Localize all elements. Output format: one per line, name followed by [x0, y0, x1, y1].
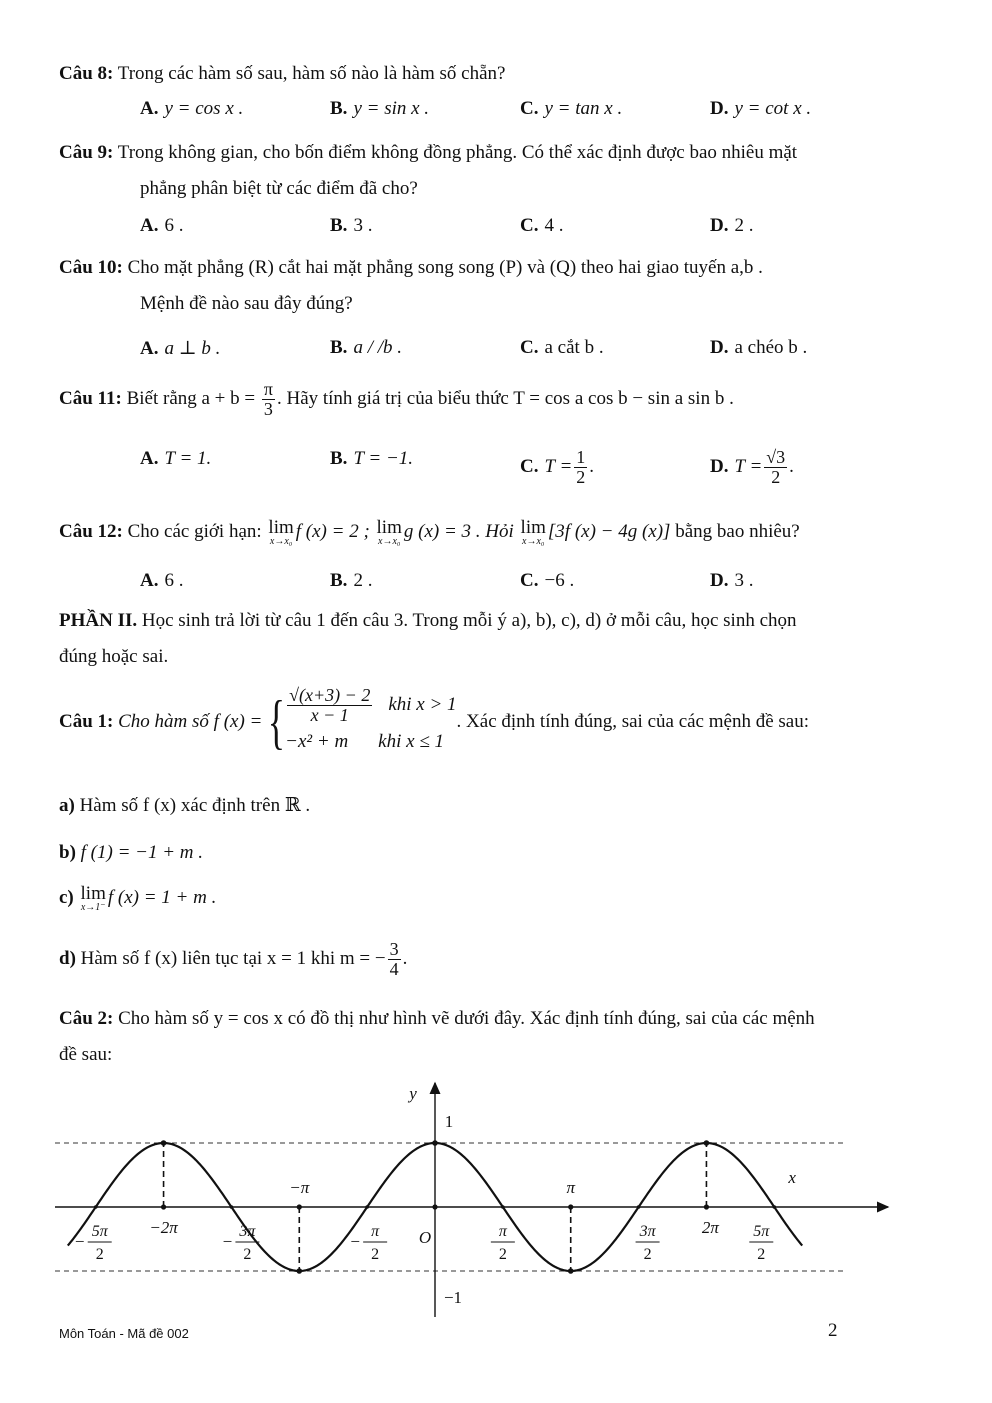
question-10: [59, 250, 939, 322]
option-d[interactable]: D. y = cot x .: [710, 98, 812, 119]
svg-text:3π: 3π: [639, 1223, 656, 1240]
x-axis-label: x: [788, 1168, 796, 1187]
question-text: Trong không gian, cho bốn điểm không đồng phẳng. Có thể xác định được bao nhiêu mặt: [117, 142, 798, 163]
svg-text:2: 2: [371, 1246, 380, 1263]
statement-a[interactable]: a) Hàm số f (x) xác định trên ℝ .: [59, 795, 311, 816]
question-label: Câu 2:: [59, 1008, 114, 1029]
answer-row: [140, 337, 940, 360]
data-point: [432, 1140, 438, 1146]
part-2-intro: PHẦN II. Học sinh trả lời từ câu 1 đến câu 3. Trong mỗi ý a), b), c), d) ở mỗi câu, học sinh chọn đúng hoặc sai.: [59, 610, 797, 667]
option-c[interactable]: C. a cắt b .: [520, 337, 604, 358]
data-point: [161, 1140, 167, 1146]
origin-label: O: [418, 1228, 432, 1247]
statement-b[interactable]: b) f (1) = −1 + m .: [59, 842, 204, 863]
question-text-cont: phẳng phân biệt từ các điểm đã cho?: [140, 178, 418, 199]
x-tick-label: −π: [289, 1178, 310, 1197]
y-axis-label: y: [409, 1084, 417, 1103]
option-c[interactable]: C. 4 .: [520, 215, 564, 236]
axis-tick-point: [568, 1204, 573, 1209]
svg-text:π: π: [371, 1223, 380, 1240]
answer-row: [140, 215, 940, 237]
svg-text:2: 2: [498, 1246, 507, 1263]
question-text: Cho mặt phẳng (R) cắt hai mặt phẳng song song (P) và (Q) theo hai giao tuyến a,b .: [127, 257, 763, 278]
axis-tick-point: [297, 1204, 302, 1209]
x-tick-label: −2π: [149, 1218, 178, 1237]
data-point: [704, 1140, 710, 1146]
option-c[interactable]: C. −6 .: [520, 570, 575, 591]
axis-tick-point: [637, 1205, 641, 1209]
option-d[interactable]: D. 2 .: [710, 215, 754, 236]
axis-tick-point: [772, 1205, 776, 1209]
x-tick-label: [636, 1223, 660, 1263]
part-2-question-2: Câu 2: Cho hàm số y = cos x có đồ thị như hình vẽ dưới đây. Xác định tính đúng, sai của các mệnh đề sau:: [59, 1008, 815, 1065]
axis-tick-point: [501, 1205, 505, 1209]
data-point: [296, 1268, 302, 1274]
axis-tick-point: [365, 1205, 369, 1209]
answer-row: [140, 570, 940, 592]
question-9: [59, 135, 939, 207]
svg-text:−: −: [74, 1232, 85, 1251]
svg-text:2: 2: [243, 1246, 252, 1263]
footer-subject-code: Môn Toán - Mã đề 002: [59, 1326, 189, 1341]
question-11: Câu 11: Biết rằng a + b = $\frac{\pi}{3}$ . Hãy tính giá trị của biểu thức T = cos a cos b − sin a sin b .: [59, 379, 734, 419]
question-text-cont: Mệnh đề nào sau đây đúng?: [140, 293, 353, 314]
axis-tick-point: [161, 1204, 166, 1209]
option-a[interactable]: A. y = cos x .: [140, 98, 244, 119]
cosine-graph: [55, 1075, 900, 1320]
option-a[interactable]: A. a ⊥ b .: [140, 338, 221, 359]
option-a[interactable]: A. 6 .: [140, 570, 184, 591]
statement-c[interactable]: c) lim x→1⁻ f (x) = 1 + m .: [59, 883, 217, 914]
answer-row: [140, 98, 940, 120]
option-b[interactable]: B. 3 .: [330, 215, 373, 236]
y-tick-label: 1: [444, 1112, 454, 1131]
svg-text:5π: 5π: [91, 1223, 108, 1240]
option-d[interactable]: D. T = $\frac{√3}{2}$ .: [710, 447, 794, 487]
brace: {: [268, 689, 286, 756]
page-number: 2: [828, 1320, 838, 1341]
limit: lim x→x₀: [268, 517, 294, 548]
option-d[interactable]: D. 3 .: [710, 570, 754, 591]
question-8: [59, 56, 939, 92]
limit: lim x→x₀: [376, 517, 402, 548]
svg-text:−: −: [222, 1232, 233, 1251]
option-b[interactable]: B. T = −1.: [330, 448, 414, 469]
part-label: PHẦN II.: [59, 610, 138, 631]
option-d[interactable]: D. a chéo b .: [710, 337, 808, 358]
x-tick-label: [223, 1223, 260, 1263]
part-2-question-1: Câu 1: Cho hàm số f (x) ={ $\frac{√(x+3) - 2}{x - 1}$ khi x > 1 −x² + m khi x ≤ 1 . Xác định tính đúng, sai của các mệnh đề sau:: [59, 686, 939, 759]
question-label: Câu 1:: [59, 710, 114, 732]
y-tick-label: −1: [443, 1288, 463, 1307]
x-tick-label: [350, 1223, 387, 1263]
svg-text:−: −: [350, 1232, 360, 1251]
axis-tick-point: [432, 1204, 437, 1209]
data-point: [568, 1268, 574, 1274]
question-12: Câu 12: Cho các giới hạn: lim x→x₀ f (x) = 2 ; lim x→x₀ g (x) = 3 . Hỏi lim x→x₀ [3f (x) − 4g (x)] bằng bao nhiêu?: [59, 517, 800, 548]
x-tick-label: [749, 1223, 773, 1263]
axis-tick-point: [230, 1205, 234, 1209]
question-label: Câu 10:: [59, 257, 123, 278]
svg-text:2: 2: [95, 1246, 104, 1263]
option-c[interactable]: C. y = tan x .: [520, 98, 623, 119]
question-label: Câu 12:: [59, 521, 123, 542]
option-a[interactable]: A. 6 .: [140, 215, 184, 236]
option-b[interactable]: B. a / /b .: [330, 337, 402, 358]
option-c[interactable]: C. T = $\frac{1}{2}$ .: [520, 447, 595, 487]
svg-text:π: π: [498, 1223, 507, 1240]
question-label: Câu 8:: [59, 63, 114, 84]
option-b[interactable]: B. y = sin x .: [330, 98, 430, 119]
svg-text:5π: 5π: [753, 1223, 770, 1240]
option-b[interactable]: B. 2 .: [330, 570, 373, 591]
question-text: Trong các hàm số sau, hàm số nào là hàm số chẵn?: [117, 63, 506, 84]
x-tick-label: 2π: [701, 1218, 719, 1237]
svg-text:2: 2: [643, 1246, 652, 1263]
svg-text:3π: 3π: [239, 1223, 256, 1240]
x-tick-label: [491, 1223, 515, 1263]
question-label: Câu 9:: [59, 142, 114, 163]
x-tick-label: π: [566, 1178, 575, 1197]
limit: lim x→x₀: [520, 517, 546, 548]
axis-tick-point: [704, 1204, 709, 1209]
svg-text:2: 2: [757, 1246, 766, 1263]
fraction: $\frac{\pi}{3}$: [263, 379, 273, 419]
piecewise: $\frac{√(x+3) - 2}{x - 1}$ khi x > 1 −x² + m khi x ≤ 1: [285, 685, 457, 752]
axis-tick-point: [94, 1205, 98, 1209]
option-a[interactable]: A. T = 1.: [140, 448, 212, 469]
answer-row: [140, 448, 940, 487]
statement-d[interactable]: d) Hàm số f (x) liên tục tại x = 1 khi m = − $\frac{3}{4}$ .: [59, 939, 408, 979]
question-label: Câu 11:: [59, 387, 122, 409]
